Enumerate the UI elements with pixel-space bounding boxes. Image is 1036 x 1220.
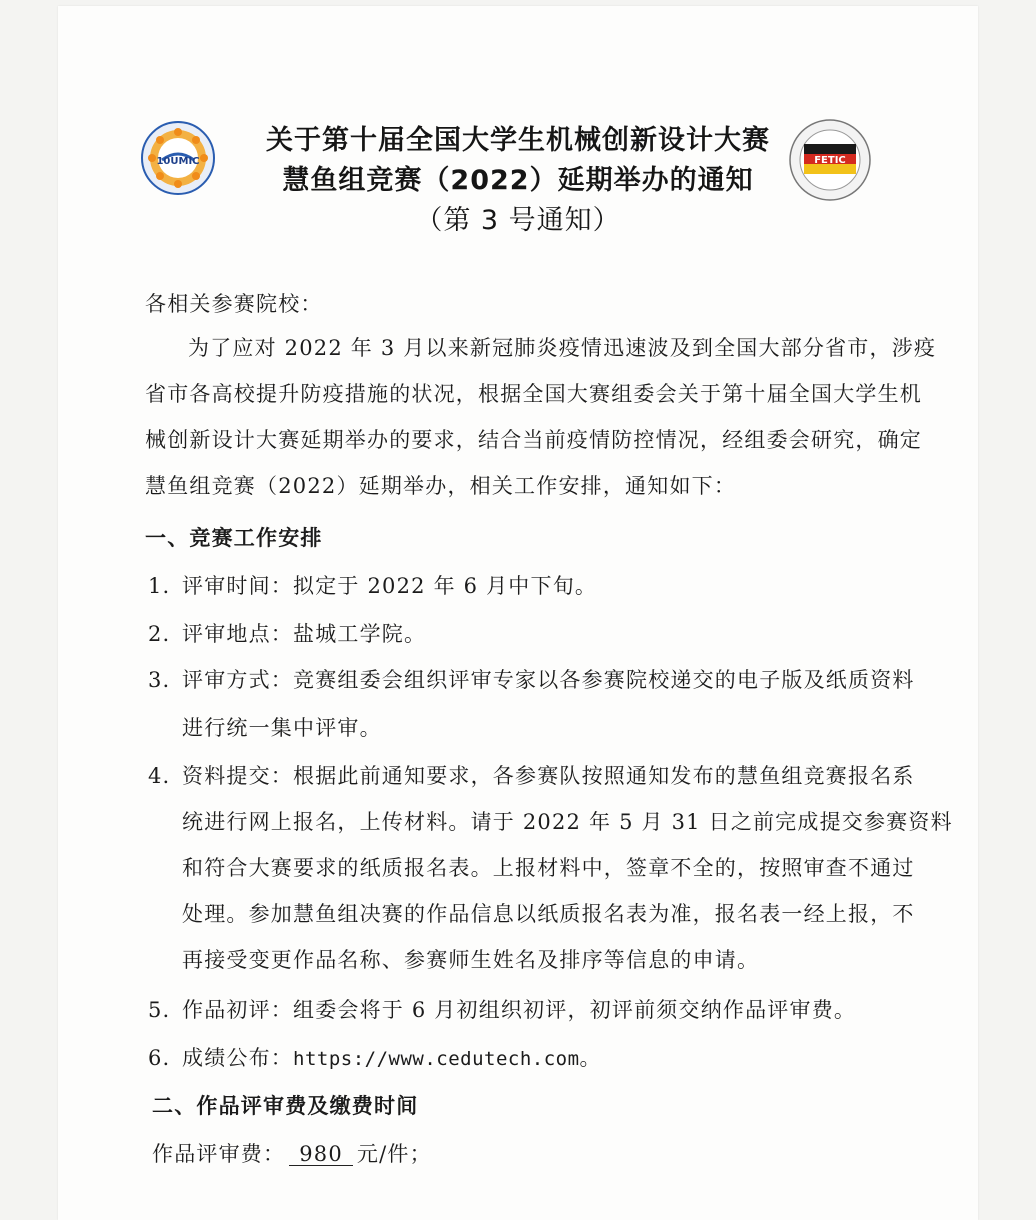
svg-text:FETIC: FETIC bbox=[814, 155, 846, 166]
list-item-1 bbox=[148, 570, 597, 600]
list-item-2 bbox=[148, 618, 426, 648]
intro-line-4: 慧鱼组竞赛（2022）延期举办，相关工作安排，通知如下： bbox=[145, 474, 737, 498]
list-number: 4. bbox=[148, 764, 171, 788]
list-number: 6. bbox=[148, 1046, 171, 1070]
list-number: 1. bbox=[148, 574, 171, 598]
list-item-6 bbox=[148, 1042, 602, 1072]
title-line-1: 关于第十届全国大学生机械创新设计大赛 bbox=[266, 125, 770, 156]
list-suffix: 。 bbox=[579, 1046, 602, 1070]
intro-line-3: 械创新设计大赛延期举办的要求，结合当前疫情防控情况，经组委会研究，确定 bbox=[145, 428, 922, 452]
list-text: 作品初评：组委会将于 6 月初组织初评，初评前须交纳作品评审费。 bbox=[182, 998, 857, 1022]
list-item-3-cont: 进行统一集中评审。 bbox=[182, 716, 382, 740]
title-line-3: （第 3 号通知） bbox=[415, 205, 621, 236]
list-item-4-cont-2: 和符合大赛要求的纸质报名表。上报材料中，签章不全的，按照审查不通过 bbox=[182, 856, 915, 880]
fee-unit: 元/件； bbox=[356, 1142, 432, 1166]
salutation: 各相关参赛院校： bbox=[145, 292, 323, 316]
list-number: 3. bbox=[148, 668, 171, 692]
list-number: 2. bbox=[148, 622, 171, 646]
fee-label: 作品评审费： bbox=[152, 1142, 286, 1166]
results-url: https://www.cedutech.com bbox=[293, 1048, 580, 1070]
list-text: 评审方式：竞赛组委会组织评审专家以各参赛院校递交的电子版及纸质资料 bbox=[182, 668, 915, 692]
list-item-4-cont-3: 处理。参加慧鱼组决赛的作品信息以纸质报名表为准，报名表一经上报，不 bbox=[182, 902, 915, 926]
list-text: 成绩公布： bbox=[182, 1046, 293, 1070]
title-line-2: 慧鱼组竞赛（2022）延期举办的通知 bbox=[282, 165, 754, 196]
fee-value: 980 bbox=[289, 1143, 353, 1166]
section2-heading: 二、作品评审费及缴费时间 bbox=[152, 1094, 419, 1118]
list-item-4 bbox=[148, 760, 915, 790]
list-item-5 bbox=[148, 994, 856, 1024]
fee-line bbox=[152, 1138, 432, 1168]
list-item-4-cont-4: 再接受变更作品名称、参赛师生姓名及排序等信息的申请。 bbox=[182, 948, 760, 972]
list-number: 5. bbox=[148, 998, 171, 1022]
section1-heading: 一、竞赛工作安排 bbox=[145, 526, 323, 550]
intro-line-2: 省市各高校提升防疫措施的状况，根据全国大赛组委会关于第十届全国大学生机 bbox=[145, 382, 922, 406]
svg-text:10UMIC: 10UMIC bbox=[156, 156, 200, 167]
list-text: 评审时间：拟定于 2022 年 6 月中下旬。 bbox=[182, 574, 598, 598]
list-text: 评审地点：盐城工学院。 bbox=[182, 622, 427, 646]
list-text: 资料提交：根据此前通知要求，各参赛队按照通知发布的慧鱼组竞赛报名系 bbox=[182, 764, 915, 788]
intro-line-1: 为了应对 2022 年 3 月以来新冠肺炎疫情迅速波及到全国大部分省市，涉疫 bbox=[188, 336, 937, 360]
list-item-3 bbox=[148, 664, 915, 694]
list-item-4-cont-1: 统进行网上报名，上传材料。请于 2022 年 5 月 31 日之前完成提交参赛资料 bbox=[182, 810, 953, 834]
